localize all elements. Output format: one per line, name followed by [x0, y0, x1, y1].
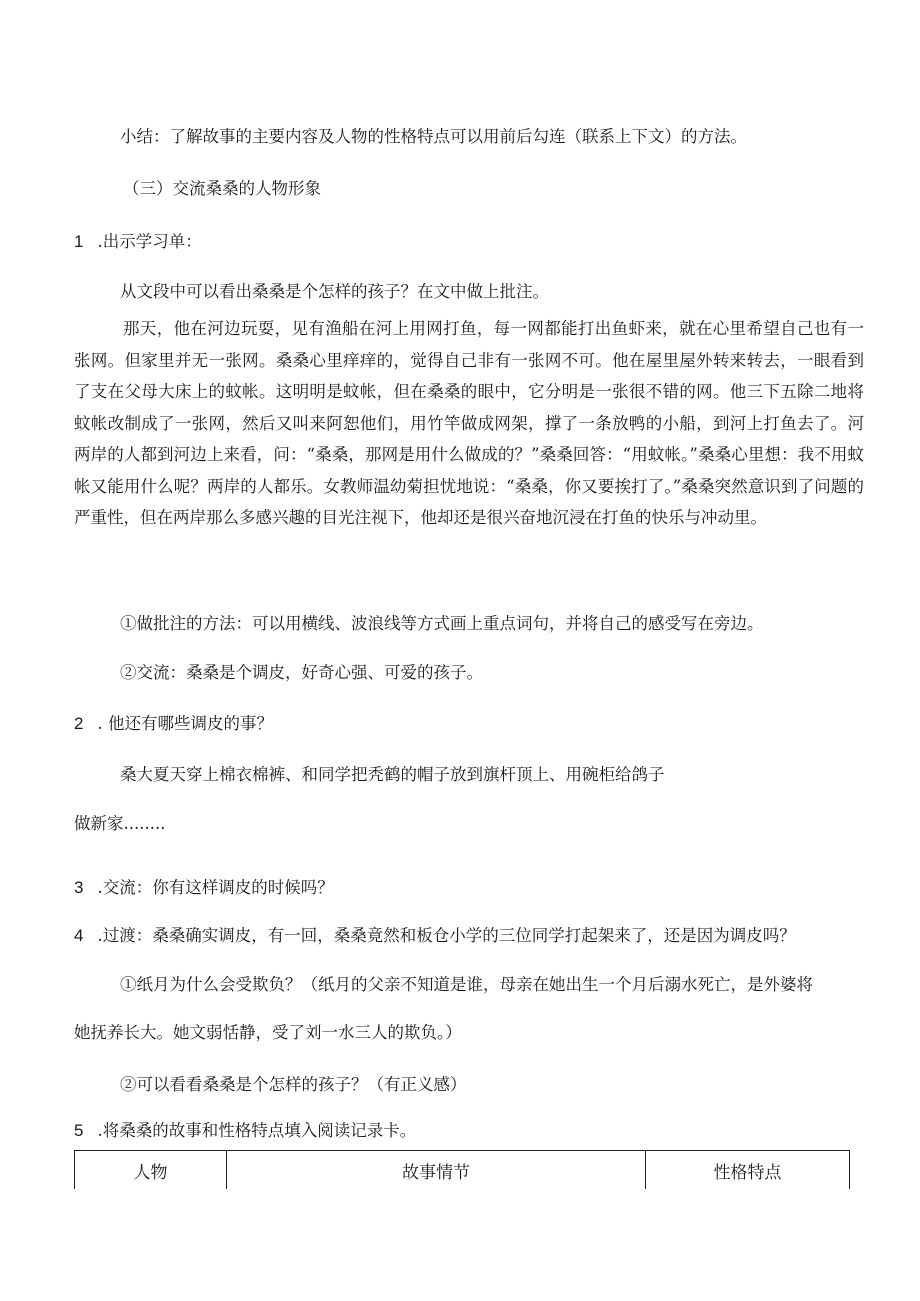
- paper-moon-line-1: ①纸月为什么会受欺负？（纸月的父亲不知道是谁，母亲在她出生一个月后溺水死亡，是外婆将: [120, 975, 813, 994]
- step-2-title: . 他还有哪些调皮的事？: [97, 714, 273, 733]
- step-1-number: 1: [74, 232, 84, 251]
- justice-question: ②可以看看桑桑是个怎样的孩子？（有正义感）: [120, 1075, 467, 1094]
- step-4-number: 4: [74, 926, 84, 945]
- reading-record-table: [74, 1150, 850, 1189]
- story-passage: 那天，他在河边玩耍，见有渔船在河上用网打鱼，每一网都能打出鱼虾来，就在心里希望自己也有一张网。但家里并无一张网。桑桑心里痒痒的，觉得自己非有一张网不可。他在屋里屋外转来转去，一眼看到了支在父母大床上的蚊帐。这明明是蚊帐，但在桑桑的眼中，它分明是一张很不错的网。他三下五除二地将蚊帐改制成了一张网，然后又叫来阿恕他们，用竹竿做成网架，撑了一条放鸭的小船，到河上打鱼去了。河两岸的人都到河边上来看，问：“桑桑，那网是用什么做成的？”桑桑回答：“用蚊帐。”桑桑心里想：我不用蚊帐又能用什么呢？两岸的人都乐。女教师温幼菊担忧地说：“桑桑，你又要挨打了。”桑桑突然意识到了问题的严重性，但在两岸那么多感兴趣的目光注视下，他却还是很兴奋地沉浸在打鱼的快乐与冲动里。: [74, 319, 864, 527]
- step-3: [74, 877, 334, 899]
- exchange-answer: ②交流：桑桑是个调皮，好奇心强、可爱的孩子。: [120, 663, 483, 682]
- header-character: 人物: [75, 1151, 227, 1190]
- step-3-number: 3: [74, 878, 84, 897]
- annotation-method: ①做批注的方法：可以用横线、波浪线等方式画上重点词句，并将自己的感受写在旁边。: [120, 614, 764, 633]
- table-header-row: [75, 1151, 850, 1190]
- step-4-title: .过渡：桑桑确实调皮，有一回，桑桑竟然和板仓小学的三位同学打起架来了，还是因为调皮吗？: [97, 926, 796, 945]
- pranks-line-2: 做新家........: [74, 814, 166, 833]
- step-5-title: .将桑桑的故事和性格特点填入阅读记录卡。: [97, 1121, 417, 1140]
- step-5-number: 5: [74, 1121, 84, 1140]
- step-5: [74, 1120, 416, 1142]
- pranks-line-1: 桑大夏天穿上棉衣棉裤、和同学把秃鹤的帽子放到旗杆顶上、用碗柜给鸽子: [120, 765, 665, 784]
- step-1-title: .出示学习单：: [97, 232, 202, 251]
- study-task: 从文段中可以看出桑桑是个怎样的孩子？在文中做上批注。: [120, 282, 549, 301]
- step-2: [74, 713, 273, 735]
- paper-moon-line-2: 她抚养长大。她文弱恬静，受了刘一水三人的欺负。）: [74, 1023, 462, 1042]
- section-heading: （三）交流桑桑的人物形象: [123, 179, 321, 198]
- summary-text: 小结：了解故事的主要内容及人物的性格特点可以用前后勾连（联系上下文）的方法。: [120, 127, 747, 146]
- header-traits: 性格特点: [646, 1151, 850, 1190]
- step-2-number: 2: [74, 714, 84, 733]
- step-1: [74, 231, 202, 253]
- step-4: [74, 925, 796, 947]
- step-3-title: .交流：你有这样调皮的时候吗？: [97, 878, 334, 897]
- header-story-plot: 故事情节: [227, 1151, 646, 1190]
